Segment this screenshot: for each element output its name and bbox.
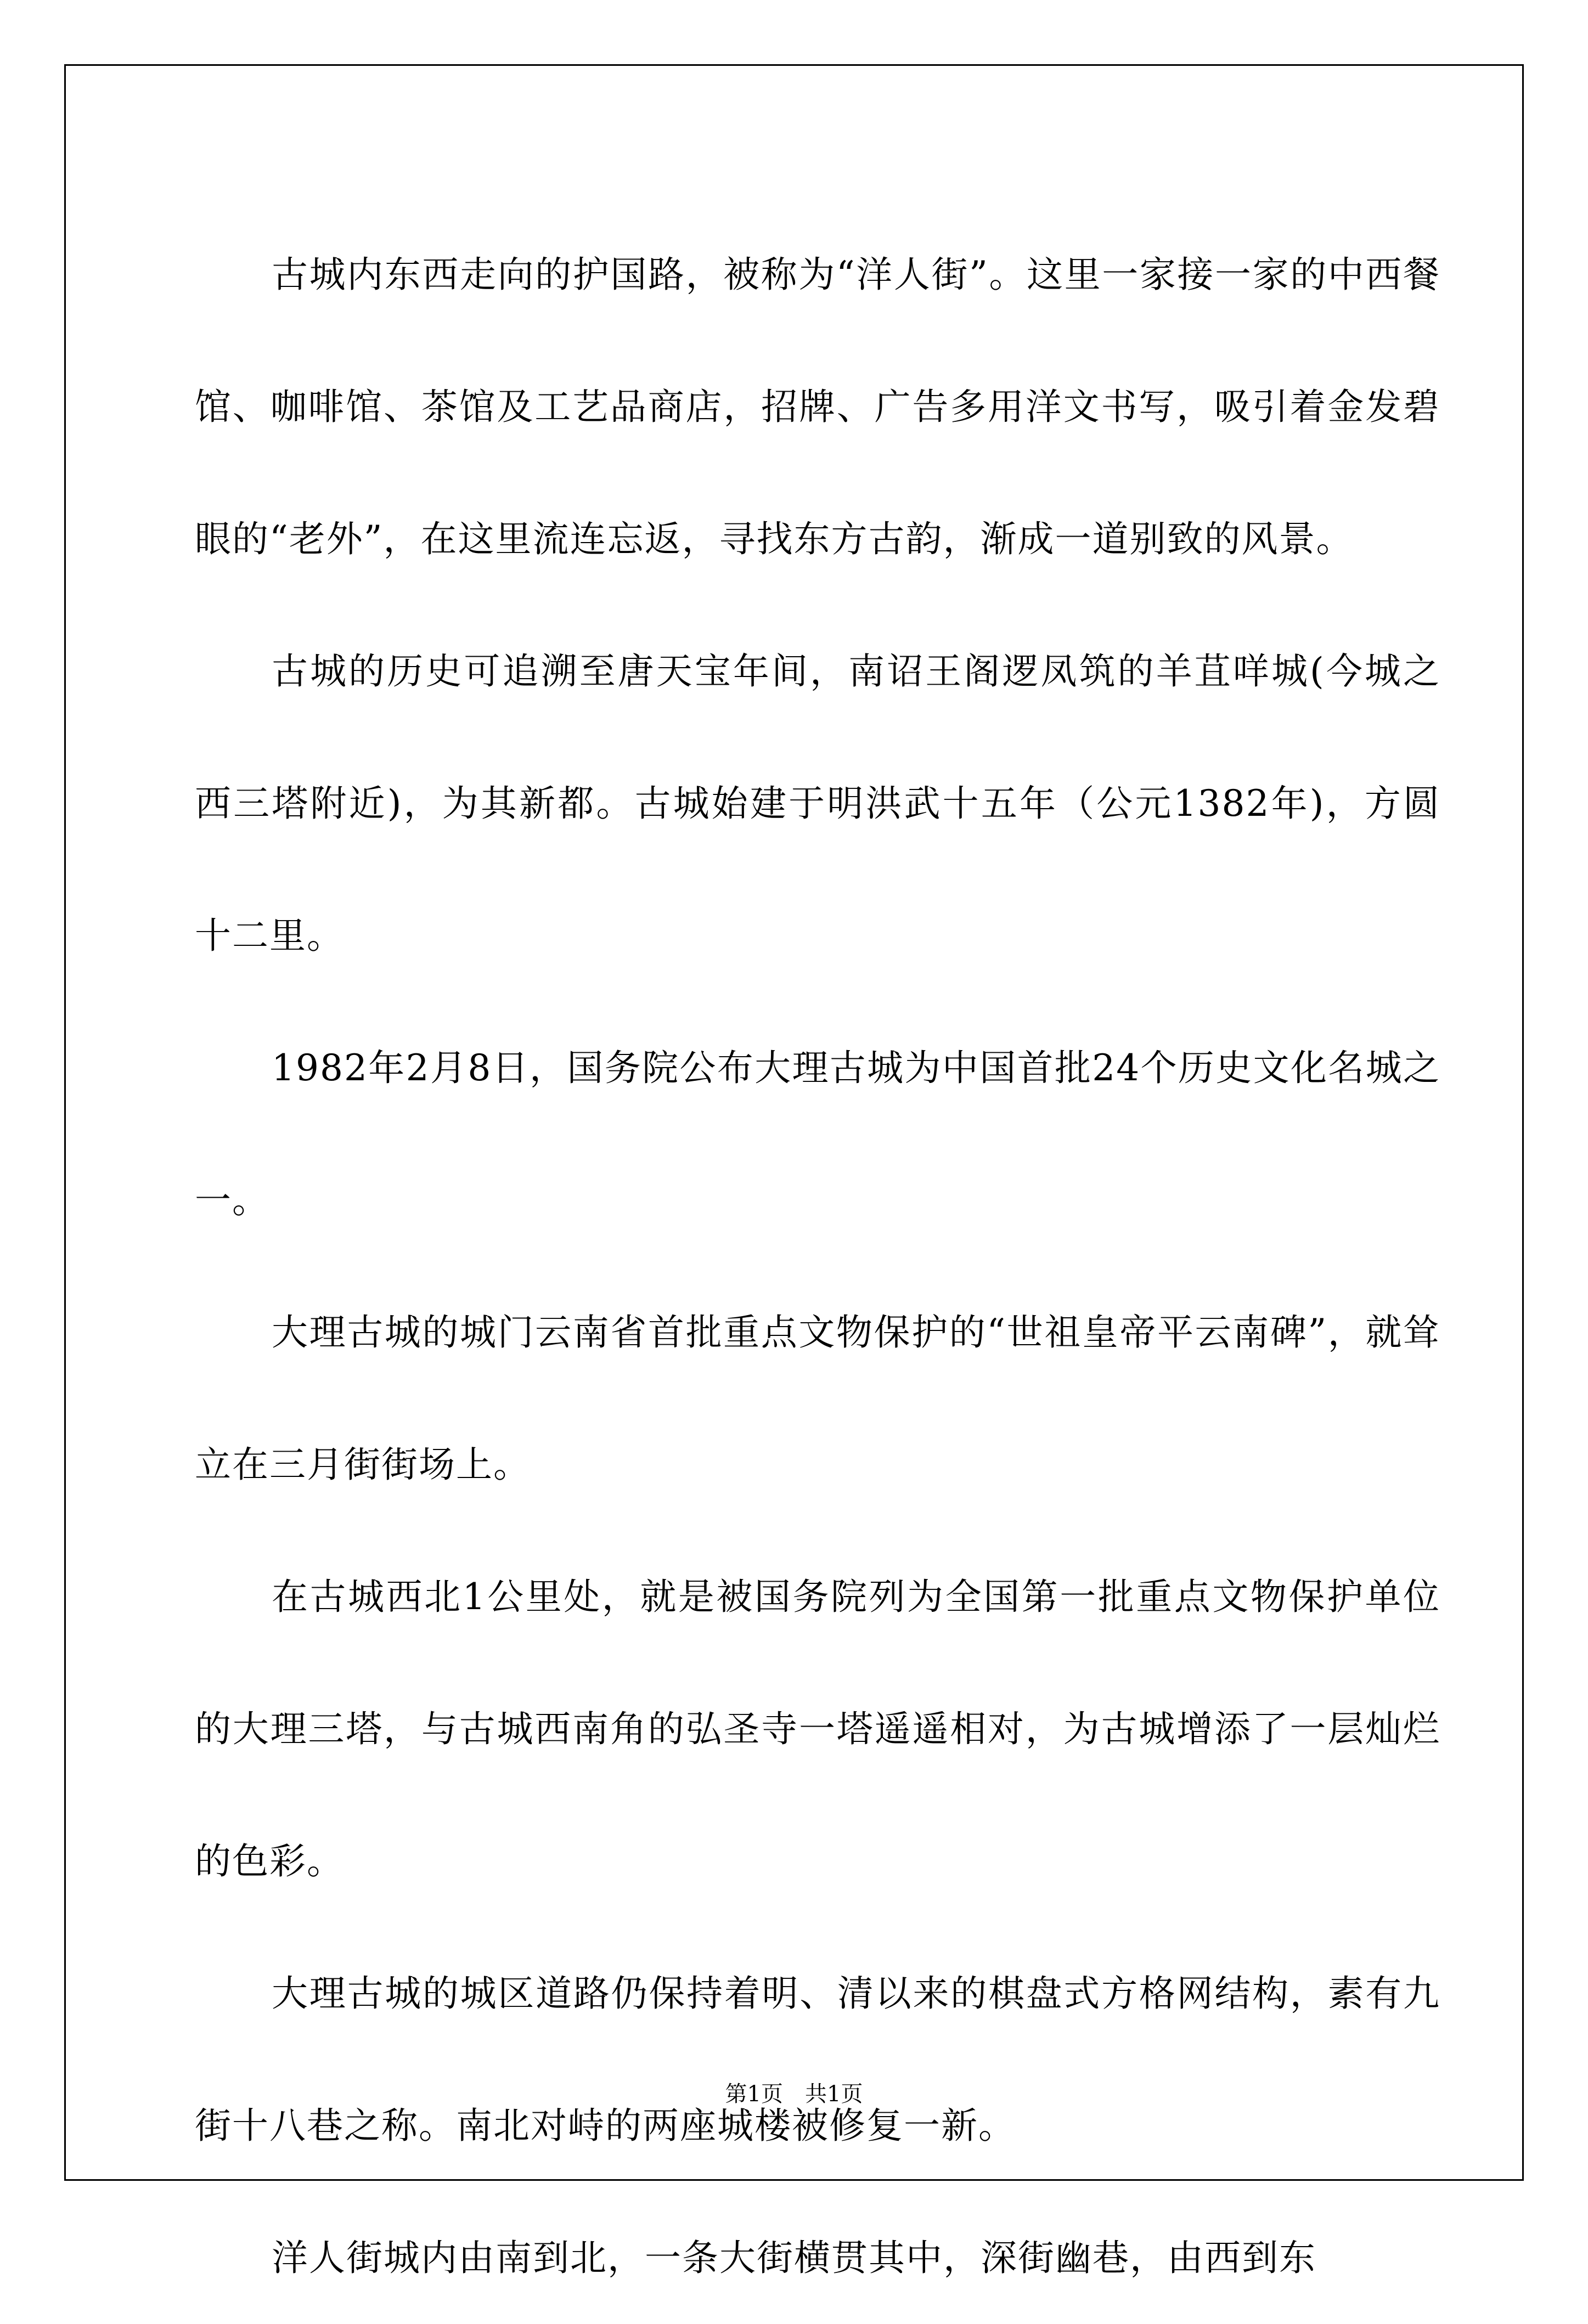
- paragraph-streets: 洋人街城内由南到北，一条大街横贯其中，深街幽巷，由西到东: [272, 2237, 1316, 2279]
- page-total: 共1页: [805, 2082, 863, 2107]
- document-body: [195, 208, 1440, 2324]
- page-number: 第1页: [725, 2082, 783, 2107]
- page-footer: [0, 2077, 1588, 2108]
- paragraph-history: 古城的历史可追溯至唐天宝年间，南诏王阁逻凤筑的羊苴咩城(今城之西三塔附近)，为其新都。古城始建于明洪武十五年（公元1382年)，方圆十二里。: [195, 650, 1440, 957]
- paragraph-road-grid: 大理古城的城区道路仍保持着明、清以来的棋盘式方格网结构，素有九街十八巷之称。南北对峙的两座城楼被修复一新。: [195, 1972, 1440, 2147]
- paragraph-stele: 大理古城的城门云南省首批重点文物保护的“世祖皇帝平云南碑”，就耸立在三月街街场上。: [195, 1311, 1440, 1486]
- paragraph-yangren-street: 古城内东西走向的护国路，被称为“洋人街”。这里一家接一家的中西餐馆、咖啡馆、茶馆及工艺品商店，招牌、广告多用洋文书写，吸引着金发碧眼的“老外”，在这里流连忘返，寻找东方古韵，渐成一道别致的风景。: [195, 253, 1440, 560]
- paragraph-three-pagodas: 在古城西北1公里处，就是被国务院列为全国第一批重点文物保护单位的大理三塔，与古城西南角的弘圣寺一塔遥遥相对，为古城增添了一层灿烂的色彩。: [195, 1576, 1440, 1882]
- paragraph-famous-city: 1982年2月8日，国务院公布大理古城为中国首批24个历史文化名城之一。: [195, 1047, 1440, 1221]
